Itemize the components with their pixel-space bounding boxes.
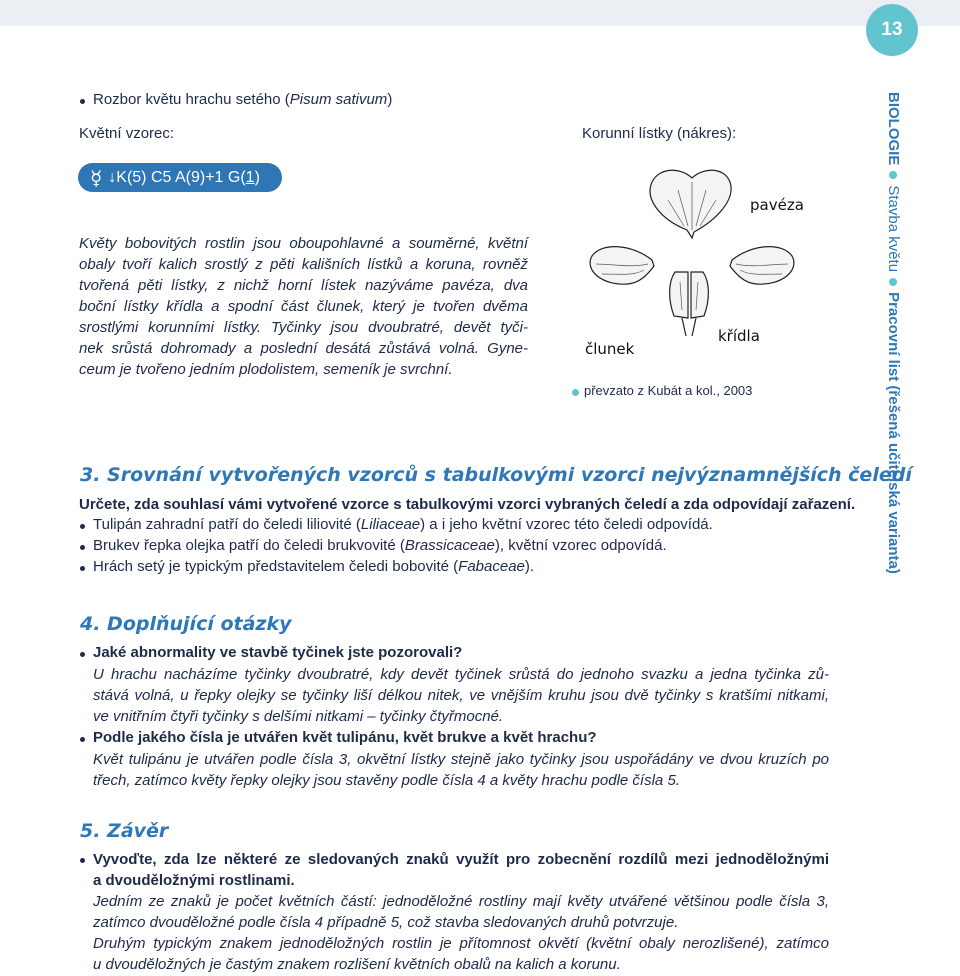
section5-answer: Jedním ze znaků je počet květních částí: jednoděložné rostliny mají květy utvářené většinou podle čísla 3, zatímco dvouděložné podle čísla 4 případně 5, což stavba sledovaných druhů potvrzuje. Druhým typickým znakem jednoděložných rostlin je přítomnost okvětí (květní obaly nerozlišené), zatímco u dvouděložných je častým znakem rozlišení květních obalů na kalich a korunu.: [93, 893, 829, 973]
sidebar-topic: Stavba květu: [885, 185, 902, 273]
section3-instruction: Určete, zda souhlasí vámi vytvořené vzorce s tabulkovými vzorci vybraných čeledí a zda odpovídají zařazení.: [79, 496, 856, 513]
bullet-icon: [80, 737, 85, 742]
section5-question: Vyvoďte, zda lze některé ze sledovaných znaků využít pro zobecnění rozdílů mezi jednoděložnými a dvouděložnými rostlinami.: [93, 851, 829, 889]
label-clunek: člunek: [585, 340, 635, 358]
page-number: 13: [866, 4, 918, 56]
list-item: Brukev řepka olejka patří do čeledi brukvovité (Brassicaceae), květní vzorec odpovídá.: [93, 537, 667, 554]
sidebar-subject: BIOLOGIE: [885, 92, 902, 166]
bullet-icon: [80, 566, 85, 571]
rozbor-description: Květy bobovitých rostlin jsou oboupohlavné a souměrné, květní obaly tvoří kalich srostlý z pěti kališních lístků a koruna, rovněž tvořená pěti lístky, z nichž horní lístek nazýváme pavéza, dva boční lístky křídla a spodní část člunek, který je tvořen dvěma srostlými korunními lístky. Tyčinky jsou dvoubratré, devět tyči- nek srůstá dohromady a poslední desátá zůstává volná. Gyne- ceum je tvořeno jedním plodolistem, semeník je svrchní.: [79, 235, 528, 378]
dot-icon: [572, 389, 579, 396]
keel-petal-left: [670, 272, 688, 318]
section5-heading: 5. Závěr: [80, 820, 169, 842]
bullet-icon: [80, 524, 85, 529]
answer-1: U hrachu nacházíme tyčinky dvoubratré, kdy devět tyčinek srůstá do jednoho svazku a jedna tyčinka zů- stává volná, u řepky olejky se tyčinky liší délkou nitek, ve vnějším kruhu jsou dvě tyčinky s kratšími nitkami, ve vnitřním čtyři tyčinky s delšími nitkami – tyčinky čtyřmocné.: [93, 666, 829, 725]
section3-heading: 3. Srovnání vytvořených vzorců s tabulkovými vzorci nejvýznamnějších čeledí: [80, 464, 912, 486]
bullet-icon: [80, 858, 85, 863]
answer-2: Květ tulipánu je utvářen podle čísla 3, okvětní lístky stejně jako tyčinky jsou uspořádány ve dvou kruzích po třech, zatímco květy řepky olejky jsou stavěny podle čísla 4 a květy hrachu podle čísla 5.: [93, 751, 829, 789]
bullet-icon: [80, 99, 85, 104]
standard-petal: [650, 170, 731, 238]
hermaphrodite-icon: ☿: [90, 165, 103, 190]
sidebar-type: Pracovní list (řešená učitelská varianta): [885, 292, 902, 574]
label-kridla: křídla: [718, 327, 760, 345]
list-item: Hrách setý je typickým představitelem čeledi bobovité (Fabaceae).: [93, 558, 535, 575]
top-bar: [0, 0, 960, 26]
question-2: Podle jakého čísla je utvářen květ tulipánu, květ brukve a květ hrachu?: [93, 729, 597, 746]
figure-caption: Korunní lístky (nákres):: [582, 125, 737, 142]
question-1: Jaké abnormality ve stavbě tyčinek jste pozorovali?: [93, 644, 463, 661]
flower-formula: [78, 163, 282, 192]
rozbor-title: Rozbor květu hrachu setého (Pisum sativum): [93, 91, 393, 108]
formula-text: K(5) C5 A(9)+1 G(1): [116, 168, 260, 186]
bullet-icon: [80, 545, 85, 550]
figure-source: převzato z Kubát a kol., 2003: [584, 383, 753, 398]
formula-label: Květní vzorec:: [79, 125, 175, 142]
zygomorphic-arrow-icon: ↓: [108, 168, 117, 186]
section4-heading: 4. Doplňující otázky: [80, 613, 292, 635]
bullet-icon: [80, 652, 85, 657]
keel-petal-right: [691, 272, 708, 318]
dot-icon: [890, 171, 898, 179]
list-item: Tulipán zahradní patří do čeledi liliovité (Liliaceae) a i jeho květní vzorec této čeledi odpovídá.: [93, 516, 713, 533]
label-paveza: pavéza: [750, 196, 804, 214]
dot-icon: [890, 278, 898, 286]
sidebar: [878, 92, 904, 574]
petal-drawing: [582, 160, 822, 360]
